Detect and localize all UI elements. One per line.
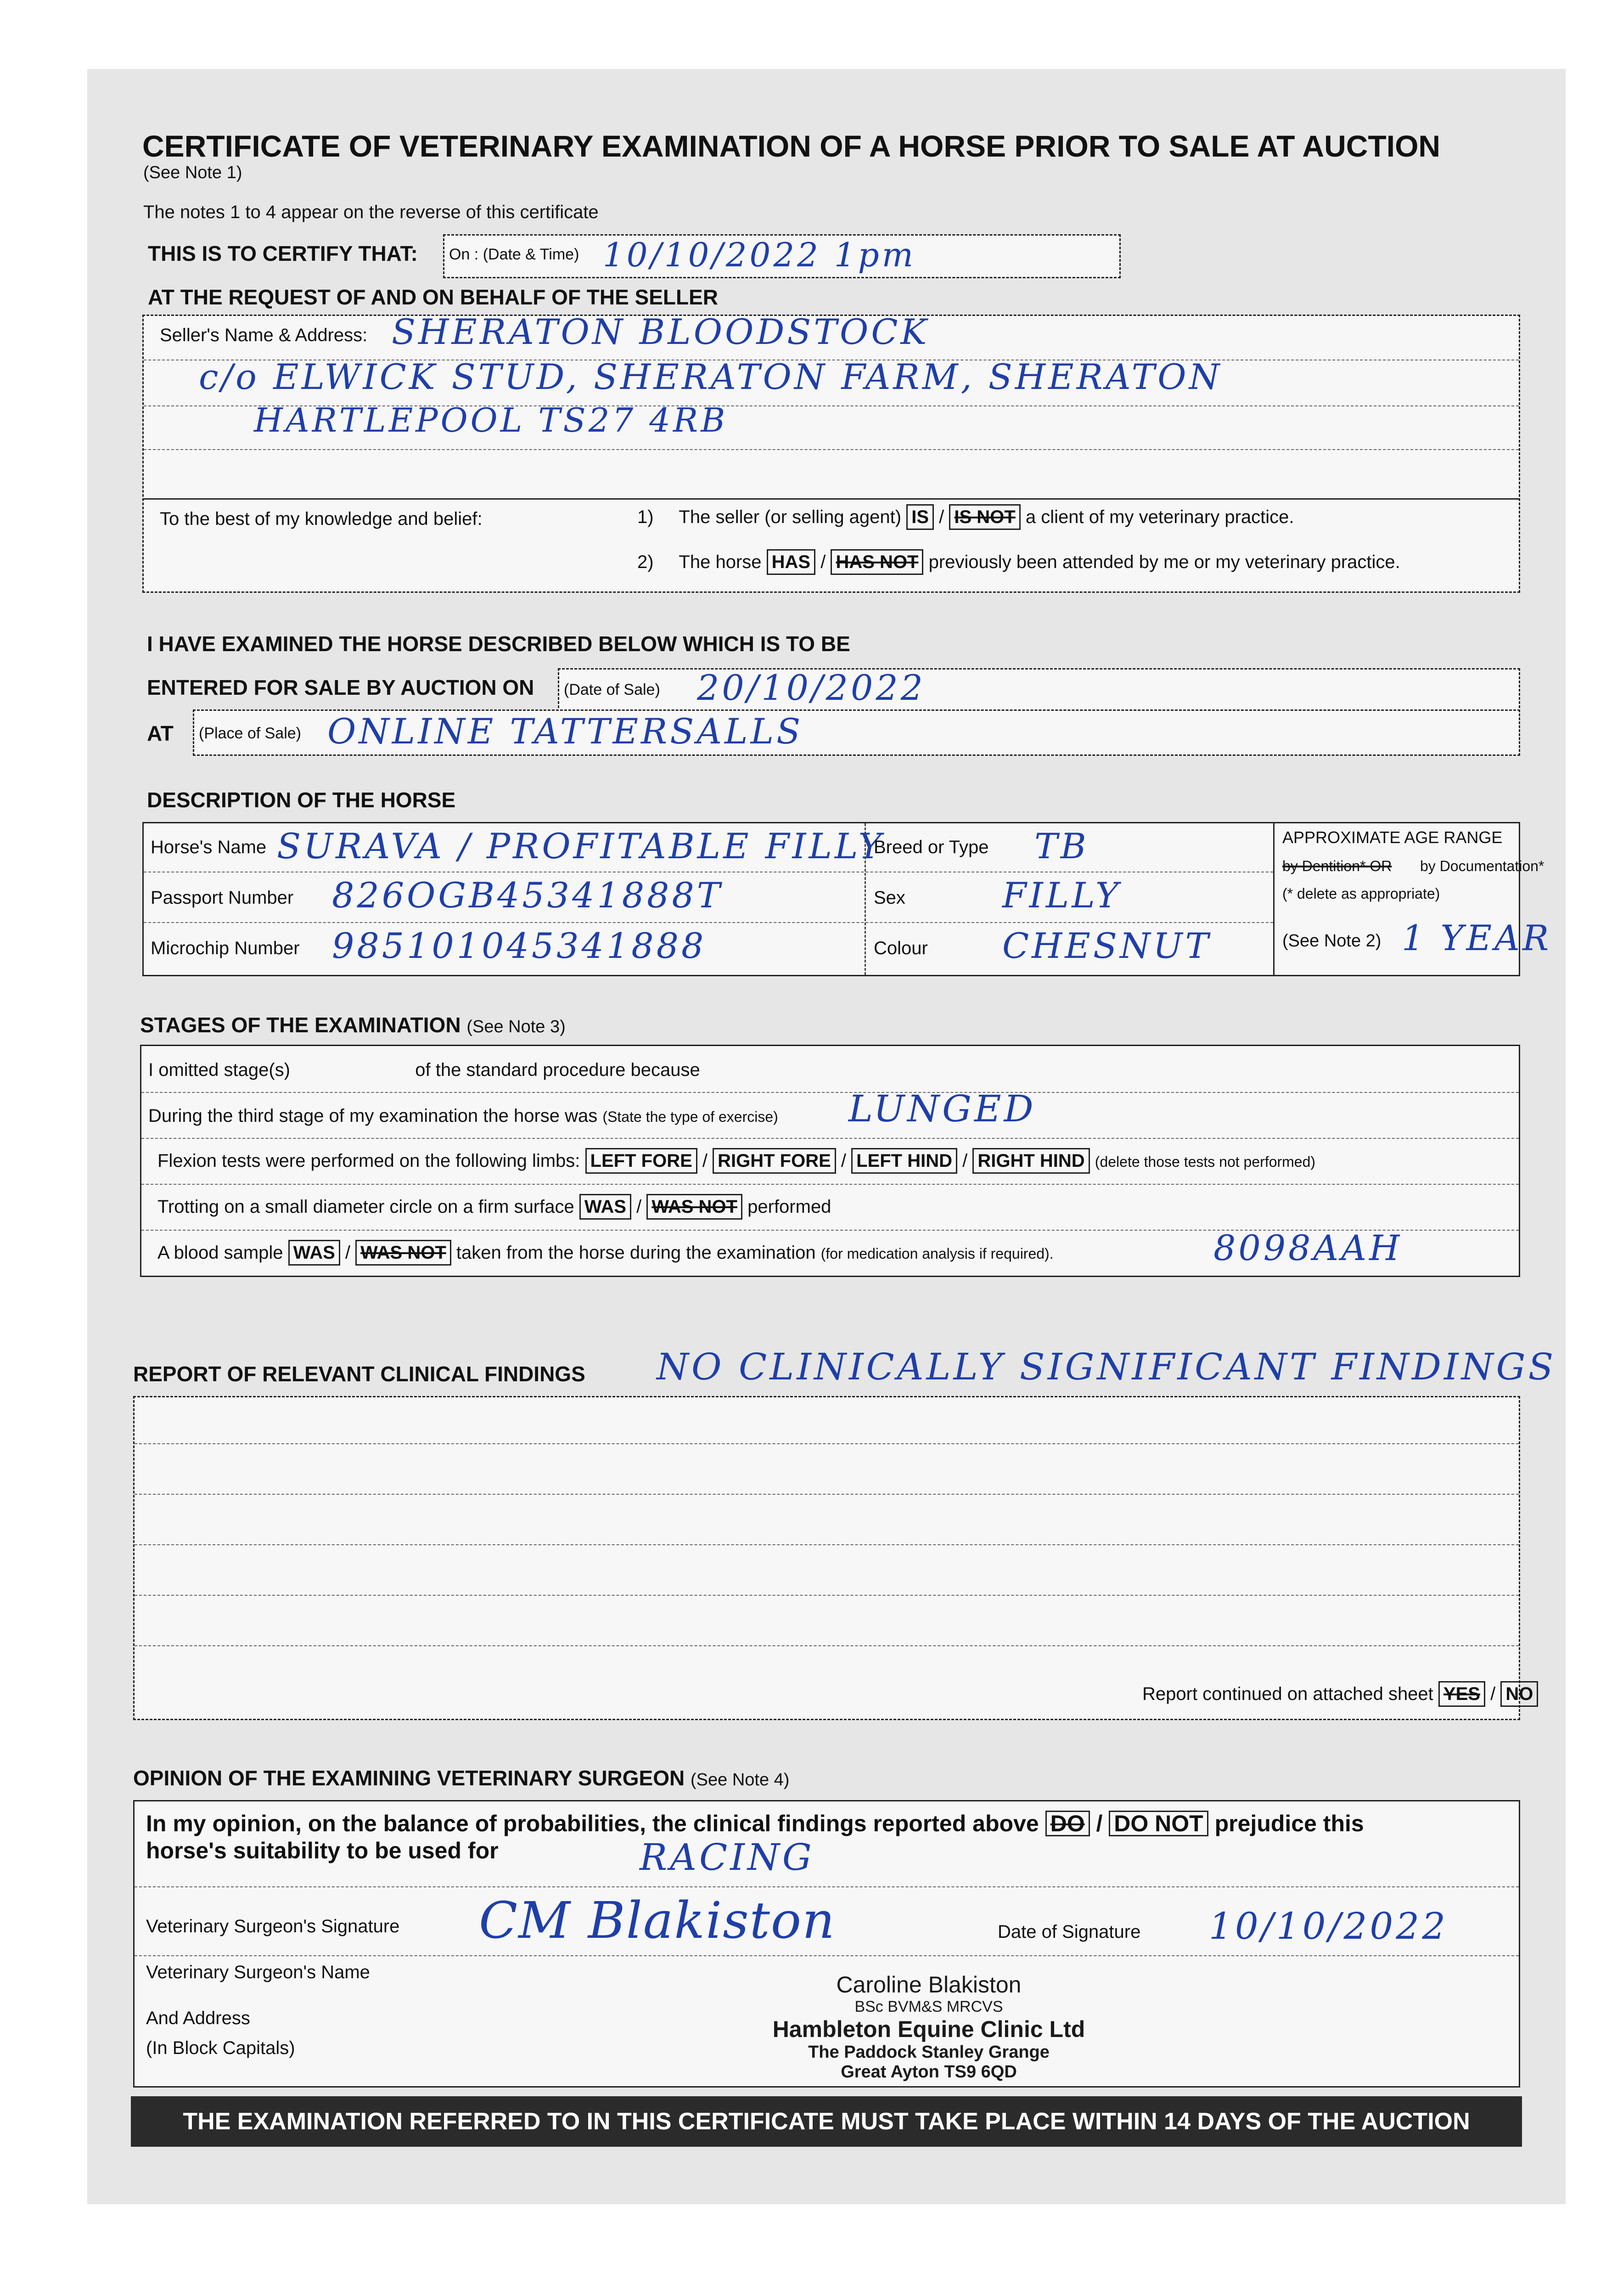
trot-text: Trotting on a small diameter circle on a firm surface [157,1197,574,1217]
blood-row: A blood sample WAS / WAS NOT taken from the horse during the examination (for medication analysis if required). [157,1240,1054,1266]
age-by-dentition[interactable]: by Dentition* OR [1282,858,1392,874]
signature-value[interactable]: CM Blakiston [479,1891,836,1950]
certify-label: THIS IS TO CERTIFY THAT: [148,242,418,265]
third-stage-text: During the third stage of my examination the horse was [148,1106,598,1126]
microchip-label: Microchip Number [151,938,300,958]
blood-note: (for medication analysis if required). [820,1245,1054,1262]
seller-line-2[interactable]: c/o ELWICK STUD, SHERATON FARM, SHERATON [199,356,1223,397]
opinion-heading-note: (See Note 4) [691,1770,790,1790]
breed-label: Breed or Type [874,837,989,857]
item-1-sep: / [939,507,944,527]
seller-is-option[interactable]: IS [906,504,934,530]
stages-box [140,1045,1520,1277]
opinion-do-option[interactable]: DO [1045,1811,1090,1836]
stamp-line-1: Caroline Blakiston [836,1972,1022,1998]
opinion-line-1-text: In my opinion, on the balance of probabilities, the clinical findings reported above [146,1811,1039,1836]
at-label: AT [147,721,174,745]
stamp-line-4: The Paddock Stanley Grange [808,2043,1050,2062]
blood-post: taken from the horse during the examination [456,1243,816,1263]
vet-address-label: And Address [146,2008,250,2028]
item-1-post: a client of my veterinary practice. [1025,507,1294,527]
examined-line-1: I HAVE EXAMINED THE HORSE DESCRIBED BELOW WHICH IS TO BE [147,632,850,656]
examined-line-2: ENTERED FOR SALE BY AUCTION ON [147,675,534,699]
trot-post: performed [747,1197,831,1217]
opinion-heading-text: OPINION OF THE EXAMINING VETERINARY SURGEON [133,1766,685,1790]
stamp-line-5: Great Ayton TS9 6QD [841,2062,1017,2082]
horse-has-option[interactable]: HAS [767,549,815,575]
breed-value[interactable]: TB [1034,826,1089,867]
omitted-post: of the standard procedure because [415,1060,700,1080]
trot-was-option[interactable]: WAS [579,1194,631,1220]
continued-yes-option[interactable]: YES [1438,1681,1485,1707]
stages-heading-text: STAGES OF THE EXAMINATION [140,1013,461,1037]
age-heading: APPROXIMATE AGE RANGE [1282,828,1503,847]
item-2-sep: / [820,552,826,572]
limb-right-hind[interactable]: RIGHT HIND [972,1148,1089,1174]
description-box [142,822,1552,976]
signature-label: Veterinary Surgeon's Signature [146,1916,400,1936]
date-of-sale-value: 20/10/2022 [697,667,926,708]
description-heading: DESCRIPTION OF THE HORSE [147,788,456,812]
certificate-sheet [87,69,1566,2204]
age-by-documentation[interactable]: by Documentation* [1420,858,1544,874]
horse-name-label: Horse's Name [151,837,267,857]
item-1-num: 1) [637,507,654,527]
knowledge-item-1 [637,504,1294,530]
seller-is-not-option[interactable]: IS NOT [949,504,1020,530]
stamp-line-2: BSc BVM&S MRCVS [854,1998,1003,2015]
flexion-row: Flexion tests were performed on the following limbs: LEFT FORE / RIGHT FORE / LEFT HIND / RIGHT HIND (delete those tests not performed) [157,1148,1315,1175]
omitted-pre: I omitted stage(s) [148,1060,291,1080]
blood-was-not-option[interactable]: WAS NOT [355,1240,451,1266]
horse-name-value[interactable]: SURAVA / PROFITABLE FILLY [277,826,884,867]
limb-left-hind[interactable]: LEFT HIND [851,1148,957,1174]
seller-line-1[interactable]: SHERATON BLOODSTOCK [392,311,930,352]
flexion-note: (delete those tests not performed) [1095,1154,1316,1170]
certificate-title: CERTIFICATE OF VETERINARY EXAMINATION OF A HORSE PRIOR TO SALE AT AUCTION [142,129,1441,163]
passport-label: Passport Number [151,888,294,908]
age-value[interactable]: 1 YEAR [1402,917,1552,958]
trot-was-not-option[interactable]: WAS NOT [646,1194,742,1220]
report-continued-text: Report continued on attached sheet [1142,1684,1433,1704]
opinion-line-1: In my opinion, on the balance of probabilities, the clinical findings reported above DO / DO NOT prejudice this [146,1811,1364,1836]
flexion-text: Flexion tests were performed on the following limbs: [157,1151,580,1171]
colour-label: Colour [874,938,928,958]
notes-line: The notes 1 to 4 appear on the reverse of this certificate [143,202,599,222]
place-of-sale-value: ONLINE TATTERSALLS [327,711,803,752]
blood-text: A blood sample [157,1243,283,1263]
date-of-sale-label: (Date of Sale) [564,681,660,698]
report-heading: REPORT OF RELEVANT CLINICAL FINDINGS [133,1362,585,1386]
passport-value[interactable]: 826OGB45341888T [332,875,723,916]
stages-heading-note: (See Note 3) [466,1017,566,1036]
date-of-sale-field[interactable] [558,668,1520,712]
vet-name-label: Veterinary Surgeon's Name [146,1962,370,1982]
stages-heading [140,1013,566,1037]
knowledge-box [142,498,1520,593]
report-continued-row: Report continued on attached sheet YES / NO [1142,1681,1538,1707]
limb-right-fore[interactable]: RIGHT FORE [713,1148,836,1174]
date-time-label: On : (Date & Time) [449,246,579,263]
report-value[interactable]: NO CLINICALLY SIGNIFICANT FINDINGS [657,1345,1556,1388]
place-of-sale-field[interactable] [193,709,1520,756]
trot-row: Trotting on a small diameter circle on a firm surface WAS / WAS NOT performed [157,1194,831,1220]
stamp-line-3: Hambleton Equine Clinic Ltd [772,2016,1085,2042]
date-time-field[interactable] [443,234,1121,278]
opinion-do-not-option[interactable]: DO NOT [1109,1811,1208,1836]
age-delete-note: (* delete as appropriate) [1282,885,1440,902]
colour-value[interactable]: CHESNUT [1002,925,1212,966]
report-box[interactable] [133,1396,1533,1720]
seller-line-3[interactable]: HARTLEPOOL TS27 4RB [254,401,728,439]
horse-has-not-option[interactable]: HAS NOT [831,549,923,575]
knowledge-label: To the best of my knowledge and belief: [160,509,483,529]
age-see-note: (See Note 2) [1282,931,1382,951]
knowledge-item-2 [637,549,1400,575]
third-stage-value[interactable]: LUNGED [848,1087,1036,1130]
sex-value[interactable]: FILLY [1002,875,1122,916]
third-stage-row [148,1106,778,1126]
place-of-sale-label: (Place of Sale) [199,725,301,742]
see-note-1: (See Note 1) [143,163,242,182]
seller-label: Seller's Name & Address: [160,325,368,345]
item-1-text: The seller (or selling agent) [679,507,902,527]
third-stage-note: (State the type of exercise) [602,1109,778,1125]
item-2-num: 2) [637,552,654,572]
limb-left-fore[interactable]: LEFT FORE [585,1148,697,1174]
item-2-post: previously been attended by me or my veterinary practice. [928,552,1400,572]
opinion-line-2: horse's suitability to be used for [146,1838,499,1863]
date-time-value: 10/10/2022 1pm [603,236,916,274]
opinion-heading [133,1766,789,1790]
blood-sample-value[interactable]: 8098AAH [1213,1227,1403,1268]
continued-no-option[interactable]: NO [1500,1681,1538,1707]
opinion-line-1-post: prejudice this [1214,1811,1364,1836]
request-label: AT THE REQUEST OF AND ON BEHALF OF THE SELLER [148,285,718,309]
opinion-use-value[interactable]: RACING [640,1836,814,1879]
blood-was-option[interactable]: WAS [288,1240,340,1266]
seller-box [142,311,1520,501]
omitted-row [148,1060,700,1080]
item-2-text: The horse [679,552,762,572]
opinion-box [133,1800,1520,2088]
sex-label: Sex [874,888,905,908]
block-capitals-label: (In Block Capitals) [146,2038,295,2058]
microchip-value[interactable]: 985101045341888 [332,925,707,966]
date-signature-value[interactable]: 10/10/2022 [1209,1905,1449,1947]
footer-notice: THE EXAMINATION REFERRED TO IN THIS CERTIFICATE MUST TAKE PLACE WITHIN 14 DAYS OF THE AUCTION [131,2096,1522,2147]
vet-stamp [722,1971,1135,2082]
date-signature-label: Date of Signature [998,1922,1141,1942]
